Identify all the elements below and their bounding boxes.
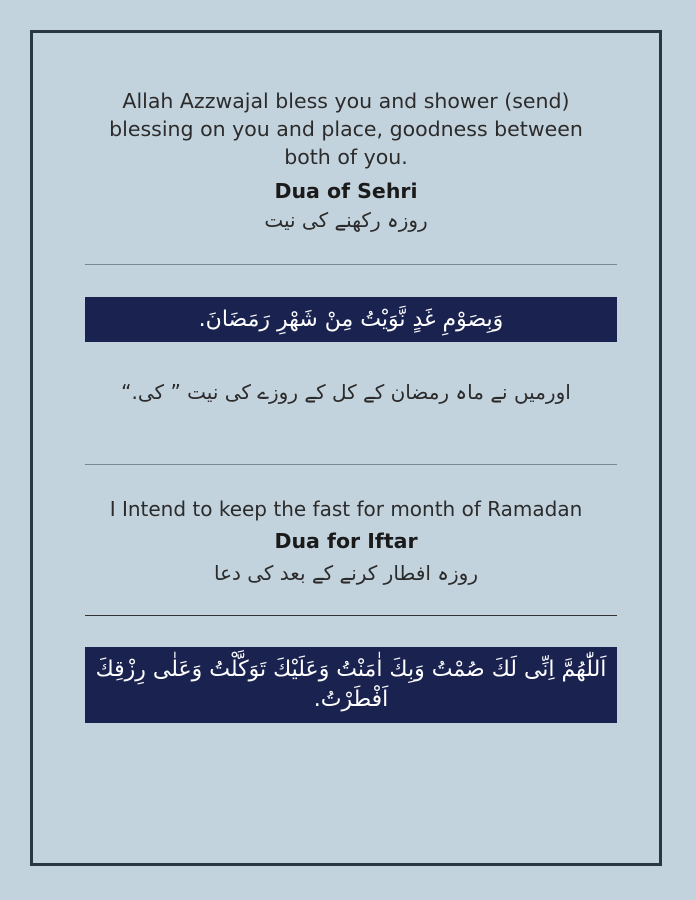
- sehri-arabic-dua: وَبِصَوْمِ غَدٍ نَّوَيْتُ مِنْ شَهْرِ رَمَضَانَ.: [85, 297, 617, 342]
- iftar-heading: Dua for Iftar: [274, 529, 418, 553]
- sehri-urdu-translation: اورمیں نے ماہ رمضان کے کل کے روزے کی نیت ” کی.“: [121, 380, 571, 404]
- sehri-urdu-subtitle: روزہ رکھنے کی نیت: [264, 208, 428, 232]
- blessing-text: Allah Azzwajal bless you and shower (send) blessing on you and place, goodness between both of you.: [109, 89, 583, 169]
- divider: [85, 464, 617, 465]
- iftar-english-intent: I Intend to keep the fast for month of Ramadan: [109, 497, 583, 521]
- divider: [85, 264, 617, 265]
- dua-card: [30, 30, 662, 866]
- iftar-urdu-subtitle: روزہ افطار کرنے کے بعد کی دعا: [213, 561, 479, 585]
- sehri-heading: Dua of Sehri: [274, 179, 418, 203]
- iftar-arabic-dua: اَللّٰهُمَّ اِنِّى لَكَ صُمْتُ وَبِكَ اٰمَنْتُ وَعَلَيْكَ تَوَكَّلْتُ وَعَلٰى رِزْقِكَ اَفْطَرْتُ.: [85, 647, 617, 723]
- divider: [85, 615, 617, 616]
